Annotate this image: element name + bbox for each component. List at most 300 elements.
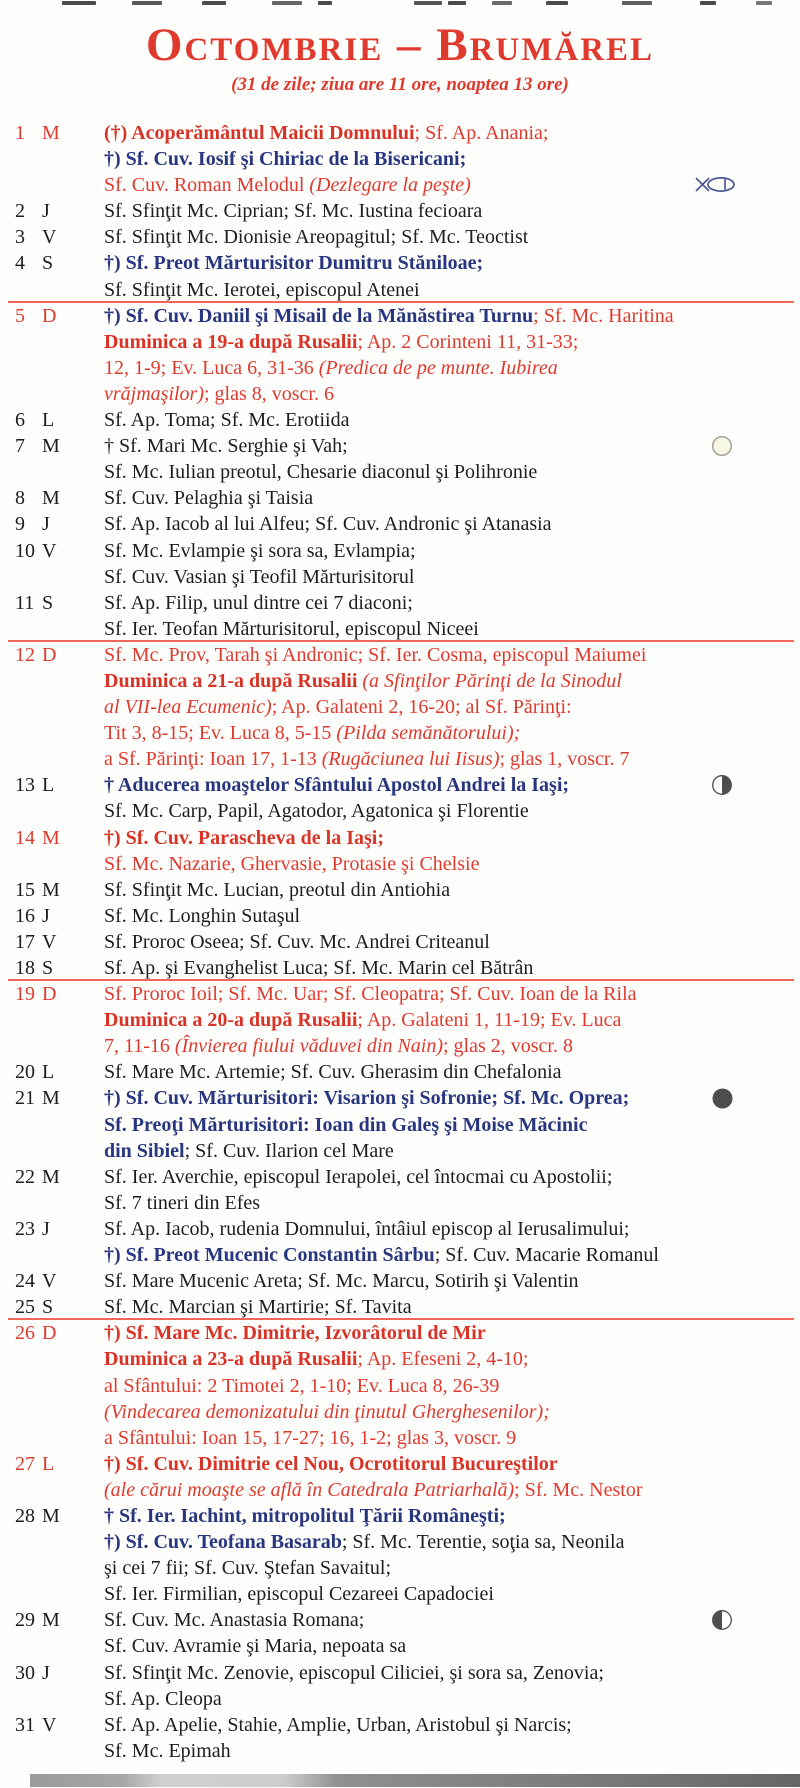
weekday-letter: V	[42, 930, 57, 953]
feast-text-segment: Sf. Proroc Ioil; Sf. Mc. Uar; Sf. Cleopatra; Sf. Cuv. Ioan de la Rila	[104, 983, 637, 1006]
calendar-line	[0, 1399, 800, 1425]
feast-text	[0, 146, 800, 172]
feast-text	[0, 1242, 800, 1268]
calendar-line	[0, 720, 800, 746]
feast-text	[0, 1112, 800, 1138]
calendar-line	[0, 277, 800, 303]
feast-text-segment: Sf. Mc. Prov, Tarah şi Andronic; Sf. Ier. Cosma, episcopul Maiumei	[104, 643, 647, 666]
feast-text	[0, 1320, 800, 1346]
calendar-entry	[0, 1085, 800, 1163]
feast-text-segment: al Sfântului: 2 Timotei 2, 1-10; Ev. Luca 8, 26-39	[104, 1374, 500, 1397]
feast-text	[0, 1425, 800, 1451]
feast-text-segment: Duminica a 20-a după Rusalii	[104, 1009, 358, 1032]
feast-text-segment: (Vindecarea demonizatului din ţinutul Gherghesenilor);	[104, 1400, 550, 1423]
day-label	[15, 1085, 60, 1111]
feast-text-segment: (Dezlegare la peşte)	[309, 174, 471, 197]
day-label	[15, 1059, 54, 1085]
calendar-line	[0, 1085, 800, 1111]
day-label	[15, 590, 53, 616]
feast-text-segment: Sf. Ap. Toma; Sf. Mc. Erotiida	[104, 409, 350, 432]
feast-text-segment: Sf. Mc. Carp, Papil, Agatodor, Agatonica şi Florentie	[104, 800, 529, 823]
feast-text-segment: Sf. Ap. Iacob al lui Alfeu; Sf. Cuv. Andronic şi Atanasia	[104, 513, 552, 536]
day-label	[15, 825, 60, 851]
calendar-entry	[0, 1607, 800, 1659]
day-label	[15, 433, 60, 459]
feast-text	[0, 798, 800, 824]
calendar-line	[0, 746, 800, 772]
feast-text-segment: Sf. Mc. Epimah	[104, 1739, 231, 1762]
day-label	[15, 929, 56, 955]
feast-text-segment: †) Sf. Cuv. Teofana Basarab	[104, 1531, 342, 1554]
calendar-entry	[0, 929, 800, 955]
feast-text	[0, 485, 800, 511]
calendar-entry	[0, 642, 800, 772]
calendar-line	[0, 1242, 800, 1268]
feast-text-segment: (a Sfinţilor Părinţi de la Sinodul	[362, 669, 622, 692]
calendar-entry	[0, 981, 800, 1059]
feast-text	[0, 1294, 800, 1320]
feast-text-segment: ; Sf. Mc. Terentie, soţia sa, Neonila	[341, 1531, 625, 1554]
feast-text-segment: Sf. Ap. Apelie, Stahie, Amplie, Urban, Aristobul şi Narcis;	[104, 1713, 572, 1736]
feast-text-segment: Duminica a 19-a după Rusalii	[104, 330, 358, 353]
day-number: 9	[15, 513, 25, 536]
calendar-line	[0, 772, 800, 798]
feast-text-segment: Sf. Ap. Iacob, rudenia Domnului, întâiul episcop al Ierusalimului;	[104, 1217, 630, 1240]
calendar-entry	[0, 1660, 800, 1712]
calendar-entry	[0, 407, 800, 433]
day-number: 18	[15, 957, 35, 979]
weekday-letter: M	[42, 1609, 60, 1632]
feast-text	[0, 590, 800, 616]
day-number: 24	[15, 1270, 35, 1293]
feast-text	[0, 459, 800, 485]
day-number: 26	[15, 1322, 35, 1345]
day-number: 20	[15, 1061, 35, 1084]
feast-text	[0, 433, 800, 459]
page-subtitle: (31 de zile; ziua are 11 ore, noaptea 13 ore)	[231, 74, 569, 95]
day-number: 8	[15, 487, 25, 510]
day-number: 15	[15, 878, 35, 901]
calendar-entry	[0, 955, 800, 981]
feast-text-segment: Sf. Cuv. Roman Melodul	[104, 174, 310, 197]
day-label	[15, 538, 56, 564]
day-number: 21	[15, 1087, 35, 1110]
calendar-entry	[0, 120, 800, 198]
calendar-line	[0, 903, 800, 929]
weekday-letter: M	[42, 1087, 60, 1110]
feast-text-segment: ; glas 1, voscr. 7	[499, 748, 630, 771]
calendar-line	[0, 1112, 800, 1138]
day-number: 16	[15, 904, 35, 927]
calendar-line	[0, 1216, 800, 1242]
feast-text-segment: Sf. Mc. Evlampie şi sora sa, Evlampia;	[104, 539, 416, 562]
calendar-entry	[0, 538, 800, 590]
feast-text	[0, 694, 800, 720]
feast-text	[0, 616, 800, 642]
feast-text	[0, 1190, 800, 1216]
calendar-line	[0, 929, 800, 955]
calendar-line	[0, 1581, 800, 1607]
calendar-line	[0, 120, 800, 146]
calendar-line	[0, 303, 800, 329]
feast-text	[0, 1373, 800, 1399]
feast-text-segment: (Pilda semănătorului);	[336, 722, 521, 745]
weekday-letter: L	[42, 409, 55, 432]
day-label	[15, 1164, 60, 1190]
calendar-entry	[0, 1712, 800, 1764]
calendar-entry	[0, 433, 800, 485]
day-number: 3	[15, 226, 25, 249]
calendar-line	[0, 250, 800, 276]
page-title: Octombrie – Brumărel	[145, 19, 655, 71]
feast-text	[0, 1738, 800, 1764]
weekday-letter: S	[42, 591, 54, 614]
feast-text-segment: Sf. Mc. Nazarie, Ghervasie, Protasie şi Chelsie	[104, 852, 480, 875]
feast-text	[0, 668, 800, 694]
feast-text	[0, 981, 800, 1007]
feast-text-segment: 12, 1-9; Ev. Luca 6, 31-36	[104, 356, 319, 379]
feast-text	[0, 1633, 800, 1659]
feast-text-segment: †) Sf. Cuv. Mărturisitori: Visarion şi Sofronie; Sf. Mc. Oprea;	[104, 1087, 630, 1110]
feast-text	[0, 277, 800, 303]
calendar-line	[0, 1373, 800, 1399]
calendar-line	[0, 355, 800, 381]
calendar-entry	[0, 485, 800, 511]
calendar-entry	[0, 1320, 800, 1450]
day-label	[15, 250, 53, 276]
feast-text-segment: †) Sf. Cuv. Parascheva de la Iaşi;	[104, 826, 384, 849]
day-number: 19	[15, 983, 35, 1006]
day-number: 4	[15, 252, 25, 275]
feast-text-segment: (Predica de pe munte. Iubirea	[318, 356, 558, 379]
calendar-line	[0, 851, 800, 877]
feast-text-segment: † Sf. Mari Mc. Serghie şi Vah;	[104, 435, 348, 458]
feast-text-segment: †) Sf. Preot Mucenic Constantin Sârbu	[104, 1244, 435, 1267]
weekday-letter: D	[42, 983, 57, 1006]
feast-text-segment: (Învierea fiului văduvei din Nain)	[174, 1035, 443, 1058]
calendar-line	[0, 198, 800, 224]
feast-text-segment: (Rugăciunea lui Iisus)	[321, 748, 500, 771]
feast-text-segment: Sf. Ier. Teofan Mărturisitorul, episcopul Niceei	[104, 617, 479, 640]
weekday-letter: S	[42, 252, 54, 275]
feast-text-segment: Sf. Proroc Oseea; Sf. Cuv. Mc. Andrei Criteanul	[104, 930, 490, 953]
weekday-letter: J	[42, 904, 50, 927]
feast-text	[0, 1529, 800, 1555]
feast-text-segment: ; Sf. Cuv. Ilarion cel Mare	[184, 1139, 394, 1162]
calendar-line	[0, 564, 800, 590]
feast-text	[0, 1686, 800, 1712]
weekday-letter: J	[42, 1661, 50, 1684]
calendar-line	[0, 1007, 800, 1033]
calendar-line	[0, 1425, 800, 1451]
feast-text	[0, 720, 800, 746]
weekday-letter: M	[42, 435, 60, 458]
day-label	[15, 1268, 56, 1294]
day-number: 1	[15, 122, 25, 144]
feast-text	[0, 198, 800, 224]
calendar-line	[0, 1346, 800, 1372]
day-label	[15, 407, 54, 433]
weekday-letter: M	[42, 487, 60, 510]
feast-text-segment: † Aducerea moaştelor Sfântului Apostol Andrei la Iaşi;	[104, 774, 570, 797]
weekday-letter: J	[42, 513, 50, 536]
feast-text-segment: Sf. Sfinţit Mc. Ierotei, episcopul Atenei	[104, 278, 420, 301]
weekday-letter: V	[42, 1270, 57, 1293]
day-label	[15, 303, 56, 329]
day-number: 13	[15, 774, 35, 797]
calendar-line	[0, 511, 800, 537]
feast-text-segment: Sf. Sfinţit Mc. Dionisie Areopagitul; Sf. Mc. Teoctist	[104, 226, 529, 249]
day-label	[15, 981, 56, 1007]
feast-text	[0, 877, 800, 903]
feast-text	[0, 929, 800, 955]
day-label	[15, 877, 60, 903]
feast-text-segment: Sf. Sfinţit Mc. Lucian, preotul din Antiohia	[104, 878, 451, 901]
feast-text	[0, 825, 800, 851]
feast-text-segment: Sf. Mare Mc. Artemie; Sf. Cuv. Gherasim din Chefalonia	[104, 1061, 562, 1084]
day-number: 5	[15, 304, 25, 327]
feast-text	[0, 564, 800, 590]
calendar-line	[0, 1268, 800, 1294]
feast-text-segment: a Sfântului: Ioan 15, 17-27; 16, 1-2; glas 3, voscr. 9	[104, 1426, 517, 1449]
weekday-letter: D	[42, 643, 57, 666]
feast-text-segment: Sf. Mare Mucenic Areta; Sf. Mc. Marcu, Sotirih şi Valentin	[104, 1270, 579, 1293]
feast-text-segment: 7, 11-16	[104, 1035, 175, 1058]
calendar-line	[0, 1320, 800, 1346]
day-label	[15, 224, 56, 250]
feast-text-segment: ; Ap. Efeseni 2, 4-10;	[357, 1348, 529, 1371]
feast-text	[0, 955, 800, 981]
day-number: 11	[15, 591, 35, 614]
calendar-line	[0, 433, 800, 459]
feast-text	[0, 642, 800, 668]
calendar-line	[0, 981, 800, 1007]
day-label	[15, 772, 54, 798]
calendar-line	[0, 1686, 800, 1712]
calendar-entry	[0, 1164, 800, 1216]
fish-icon	[694, 176, 736, 193]
weekday-letter: M	[42, 1165, 60, 1188]
feast-text	[0, 1164, 800, 1190]
calendar-line	[0, 1477, 800, 1503]
calendar-line	[0, 1633, 800, 1659]
feast-text-segment: ; Sf. Mc. Nestor	[514, 1478, 643, 1501]
feast-text-segment: Sf. Ap. Filip, unul dintre cei 7 diaconi;	[104, 591, 413, 614]
calendar-entry	[0, 198, 800, 224]
calendar-line	[0, 1712, 800, 1738]
feast-text-segment: †) Sf. Preot Mărturisitor Dumitru Stăniloae;	[104, 252, 484, 275]
calendar-line	[0, 485, 800, 511]
feast-text-segment: Sf. Ap. şi Evanghelist Luca; Sf. Mc. Marin cel Bătrân	[104, 957, 534, 979]
feast-text	[0, 1399, 800, 1425]
calendar-entry	[0, 303, 800, 407]
calendar-line	[0, 1451, 800, 1477]
feast-text	[0, 355, 800, 381]
weekday-letter: S	[42, 957, 54, 979]
calendar-line	[0, 1529, 800, 1555]
calendar-line	[0, 877, 800, 903]
feast-text-segment: a Sf. Părinţi: Ioan 17, 1-13	[104, 748, 322, 771]
weekday-letter: V	[42, 226, 57, 249]
feast-text-segment: ; Ap. Galateni 1, 11-19; Ev. Luca	[357, 1009, 622, 1032]
feast-text-segment: Sf. Ap. Cleopa	[104, 1687, 222, 1710]
calendar-entry	[0, 772, 800, 824]
calendar-line	[0, 407, 800, 433]
day-label	[15, 198, 50, 224]
calendar-line	[0, 459, 800, 485]
feast-text	[0, 1712, 800, 1738]
feast-text-segment: Sf. Sfinţit Mc. Ciprian; Sf. Mc. Iustina fecioara	[104, 200, 483, 223]
feast-text	[0, 407, 800, 433]
weekday-letter: J	[42, 200, 50, 223]
weekday-letter: D	[42, 1322, 57, 1345]
feast-text	[0, 746, 800, 772]
feast-text	[0, 538, 800, 564]
day-label	[15, 903, 50, 929]
feast-text	[0, 224, 800, 250]
calendar-line	[0, 1190, 800, 1216]
calendar-entry	[0, 224, 800, 250]
feast-text-segment: Sf. Ier. Averchie, episcopul Ierapolei, cel întocmai cu Apostolii;	[104, 1165, 613, 1188]
calendar-line	[0, 825, 800, 851]
new-moon-icon	[711, 1087, 734, 1110]
feast-text-segment: (ale cărui moaşte se află în Catedrala Patriarhală)	[104, 1478, 515, 1501]
calendar-entry	[0, 1216, 800, 1268]
day-number: 7	[15, 435, 25, 458]
feast-text	[0, 1085, 800, 1111]
feast-text-segment: şi cei 7 fii; Sf. Cuv. Ştefan Savaitul;	[104, 1557, 392, 1580]
weekday-letter: L	[42, 774, 55, 797]
first-quarter-moon-icon	[711, 1609, 733, 1631]
day-label	[15, 120, 60, 146]
weekday-letter: J	[42, 1217, 50, 1240]
feast-text	[0, 381, 800, 407]
calendar-line	[0, 1660, 800, 1686]
day-number: 25	[15, 1296, 35, 1319]
day-number: 28	[15, 1504, 35, 1527]
feast-text	[0, 511, 800, 537]
feast-text-segment: ; glas 8, voscr. 6	[204, 382, 334, 405]
calendar-entry	[0, 250, 800, 302]
feast-text-segment: Sf. Cuv. Pelaghia şi Taisia	[104, 487, 314, 510]
day-number: 29	[15, 1609, 35, 1632]
calendar-line	[0, 1164, 800, 1190]
day-label	[15, 1607, 60, 1633]
feast-text-segment: Sf. Cuv. Mc. Anastasia Romana;	[104, 1609, 365, 1632]
day-number: 31	[15, 1713, 35, 1736]
weekday-letter: M	[42, 122, 60, 144]
feast-text-segment: al VII-lea Ecumenic)	[104, 696, 272, 719]
feast-text-segment: Sf. Ier. Firmilian, episcopul Cezareei Capadociei	[104, 1583, 494, 1606]
day-number: 23	[15, 1217, 35, 1240]
feast-text-segment: † Sf. Ier. Iachint, mitropolitul Ţării Româneşti;	[104, 1504, 506, 1527]
calendar-entry	[0, 1294, 800, 1320]
weekday-letter: L	[42, 1452, 55, 1475]
calendar-line	[0, 955, 800, 981]
calendar-line	[0, 1033, 800, 1059]
feast-text-segment: ; Ap. Galateni 2, 16-20; al Sf. Părinţi:	[271, 696, 572, 719]
day-number: 14	[15, 826, 35, 849]
calendar-entry	[0, 1268, 800, 1294]
feast-text	[0, 172, 800, 198]
calendar-line	[0, 538, 800, 564]
weekday-letter: M	[42, 1504, 60, 1527]
feast-text-segment: Sf. Sfinţit Mc. Zenovie, episcopul Ciliciei, şi sora sa, Zenovia;	[104, 1661, 604, 1684]
day-number: 17	[15, 930, 35, 953]
day-label	[15, 1320, 56, 1346]
weekday-letter: M	[42, 878, 60, 901]
day-number: 30	[15, 1661, 35, 1684]
feast-text-segment: Sf. Cuv. Vasian şi Teofil Mărturisitorul	[104, 565, 415, 588]
feast-text	[0, 1451, 800, 1477]
calendar-line	[0, 1059, 800, 1085]
feast-text	[0, 329, 800, 355]
day-label	[15, 1712, 56, 1738]
feast-text	[0, 1007, 800, 1033]
feast-text-segment: Sf. Mc. Longhin Sutaşul	[104, 904, 301, 927]
weekday-letter: S	[42, 1296, 54, 1319]
weekday-letter: M	[42, 826, 60, 849]
feast-text-segment: ; Ap. 2 Corinteni 11, 31-33;	[357, 330, 579, 353]
calendar-entry	[0, 1451, 800, 1503]
calendar-line	[0, 172, 800, 198]
feast-text	[0, 1477, 800, 1503]
calendar-line	[0, 1138, 800, 1164]
feast-text	[0, 772, 800, 798]
feast-text	[0, 120, 800, 146]
feast-text	[0, 1033, 800, 1059]
calendar-line	[0, 798, 800, 824]
feast-text	[0, 1268, 800, 1294]
feast-text-segment: †) Sf. Cuv. Dimitrie cel Nou, Ocrotitorul Bucureştilor	[104, 1452, 558, 1475]
calendar-entry	[0, 1059, 800, 1085]
calendar-line	[0, 1738, 800, 1764]
calendar-line	[0, 590, 800, 616]
feast-text-segment: Sf. Mc. Marcian şi Martirie; Sf. Tavita	[104, 1296, 412, 1319]
feast-text	[0, 1503, 800, 1529]
calendar-line	[0, 616, 800, 642]
day-number: 12	[15, 643, 35, 666]
page-header	[0, 0, 800, 96]
day-number: 27	[15, 1452, 35, 1475]
feast-text-segment: ; Sf. Ap. Anania;	[414, 122, 549, 144]
feast-text-segment: Duminica a 23-a după Rusalii	[104, 1348, 358, 1371]
calendar-line	[0, 329, 800, 355]
day-label	[15, 511, 50, 537]
day-label	[15, 1660, 50, 1686]
calendar-line	[0, 694, 800, 720]
feast-text-segment: din Sibiel	[104, 1139, 185, 1162]
calendar-line	[0, 668, 800, 694]
feast-text-segment: Sf. Mc. Iulian preotul, Chesarie diaconul şi Polihronie	[104, 461, 538, 484]
weekday-letter: V	[42, 539, 57, 562]
feast-text-segment: †) Sf. Cuv. Daniil şi Misail de la Mănăstirea Turnu	[104, 304, 534, 327]
calendar-entry	[0, 825, 800, 877]
feast-text	[0, 1555, 800, 1581]
feast-text-segment: Duminica a 21-a după Rusalii	[104, 669, 363, 692]
calendar-entry	[0, 511, 800, 537]
day-number: 2	[15, 200, 25, 223]
calendar-entry	[0, 590, 800, 642]
day-label	[15, 485, 60, 511]
feast-text-segment: (†) Acoperământul Maicii Domnului	[104, 122, 415, 144]
day-label	[15, 955, 53, 981]
feast-text-segment: Tit 3, 8-15; Ev. Luca 8, 5-15	[104, 722, 337, 745]
weekday-letter: V	[42, 1713, 57, 1736]
calendar-line	[0, 642, 800, 668]
calendar-entry	[0, 1503, 800, 1607]
calendar-line	[0, 381, 800, 407]
